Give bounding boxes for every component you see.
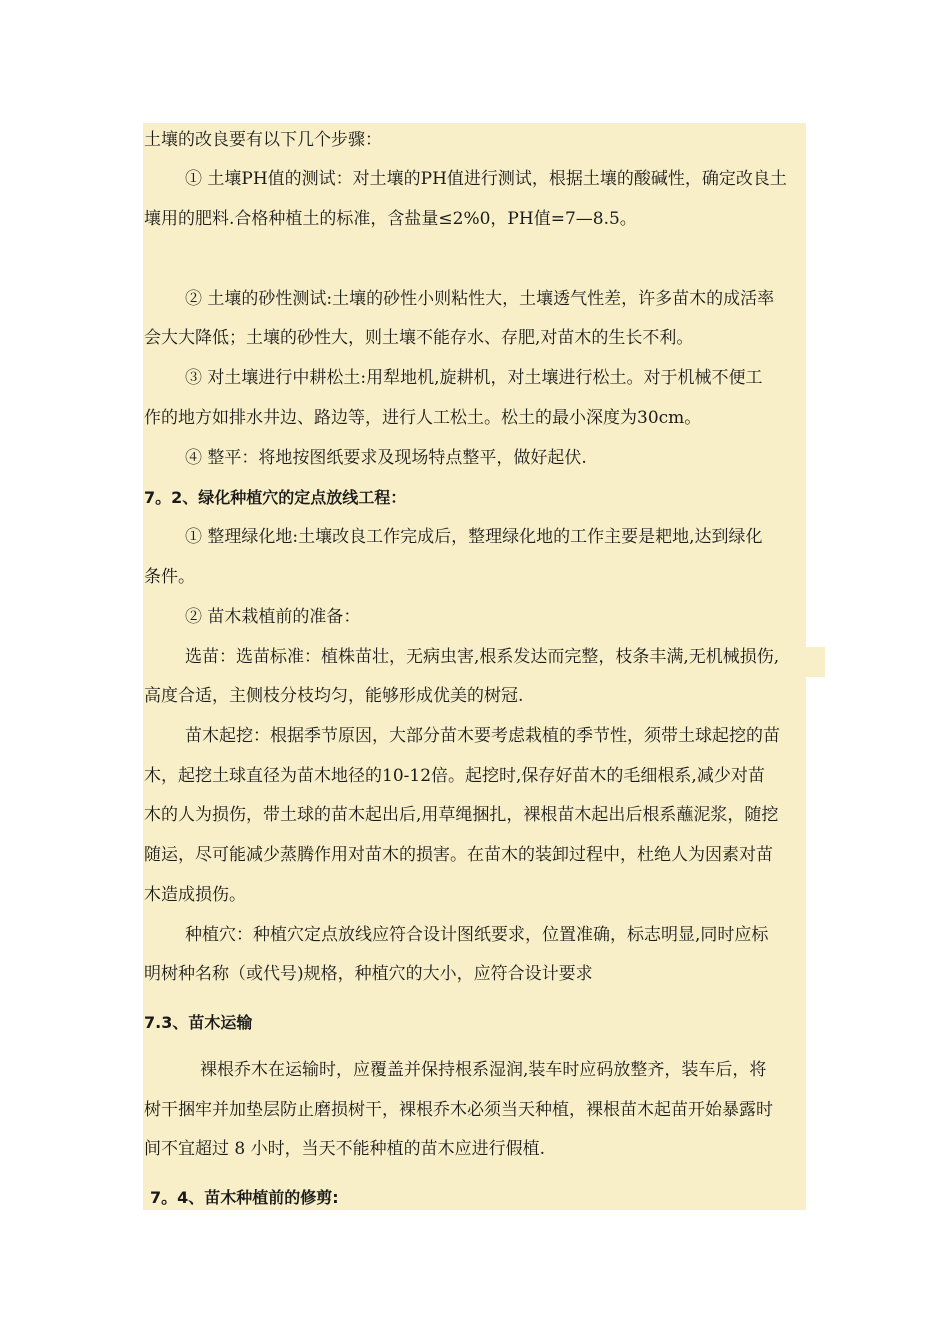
section-7-3-heading: 7.3、苗木运输 — [144, 1013, 253, 1032]
s72-hole-line2: 明树种名称（或代号)规格，种植穴的大小，应符合设计要求 — [144, 964, 593, 984]
soil-step2-line1: ② 土壤的砂性测试:土壤的砂性小则粘性大，土壤透气性差，许多苗木的成活率 — [185, 289, 775, 309]
soil-step1-line2: 壤用的肥料.合格种植土的标准，含盐量≤2%0，PH值=7—8.5。 — [144, 209, 637, 229]
s72-p1-line2: 条件。 — [144, 567, 195, 587]
s73-line2: 树干捆牢并加垫层防止磨损树干，裸根乔木必须当天种植，裸根苗木起苗开始暴露时 — [144, 1100, 773, 1120]
soil-step4: ④ 整平：将地按图纸要求及现场特点整平，做好起伏. — [185, 448, 587, 468]
s72-dig-line3: 木的人为损伤，带土球的苗木起出后,用草绳捆扎，裸根苗木起出后根系蘸泥浆，随挖 — [144, 805, 779, 825]
section-7-4-heading: 7。4、苗木种植前的修剪: — [150, 1188, 339, 1207]
s72-p1-line1: ① 整理绿化地:土壤改良工作完成后，整理绿化地的工作主要是耙地,达到绿化 — [185, 527, 763, 547]
s72-select-line2: 高度合适，主侧枝分枝均匀，能够形成优美的树冠. — [144, 686, 524, 706]
s72-hole-line1: 种植穴：种植穴定点放线应符合设计图纸要求，位置准确，标志明显,同时应标 — [185, 925, 769, 945]
s72-dig-line1: 苗木起挖：根据季节原因，大部分苗木要考虑栽植的季节性，须带土球起挖的苗 — [185, 726, 780, 746]
s73-line3: 间不宜超过 8 小时，当天不能种植的苗木应进行假植. — [144, 1139, 546, 1159]
soil-intro: 土壤的改良要有以下几个步骤： — [144, 130, 382, 150]
s72-select-line1: 选苗：选苗标准：植株苗壮，无病虫害,根系发达而完整，枝条丰满,无机械损伤, — [185, 647, 780, 667]
soil-step3-line2: 作的地方如排水井边、路边等，进行人工松土。松土的最小深度为30cm。 — [144, 408, 702, 428]
s72-dig-line4: 随运，尽可能减少蒸腾作用对苗木的损害。在苗木的装卸过程中，杜绝人为因素对苗 — [144, 845, 773, 865]
soil-step1-line1: ① 土壤PH值的测试：对土壤的PH值进行测试，根据土壤的酸碱性，确定改良土 — [185, 169, 787, 189]
s72-dig-line2: 木，起挖土球直径为苗木地径的10-12倍。起挖时,保存好苗木的毛细根系,减少对苗 — [144, 766, 765, 786]
s72-dig-line5: 木造成损伤。 — [144, 885, 246, 905]
section-7-2-heading: 7。2、绿化种植穴的定点放线工程： — [144, 488, 407, 507]
s72-p2: ② 苗木栽植前的准备： — [185, 607, 361, 627]
s73-line1: 裸根乔木在运输时，应覆盖并保持根系湿润,装车时应码放整齐，装车后，将 — [200, 1060, 767, 1080]
soil-step2-line2: 会大大降低；土壤的砂性大，则土壤不能存水、存肥,对苗木的生长不利。 — [144, 328, 694, 348]
soil-step3-line1: ③ 对土壤进行中耕松土:用犁地机,旋耕机，对土壤进行松土。对于机械不便工 — [185, 368, 763, 388]
